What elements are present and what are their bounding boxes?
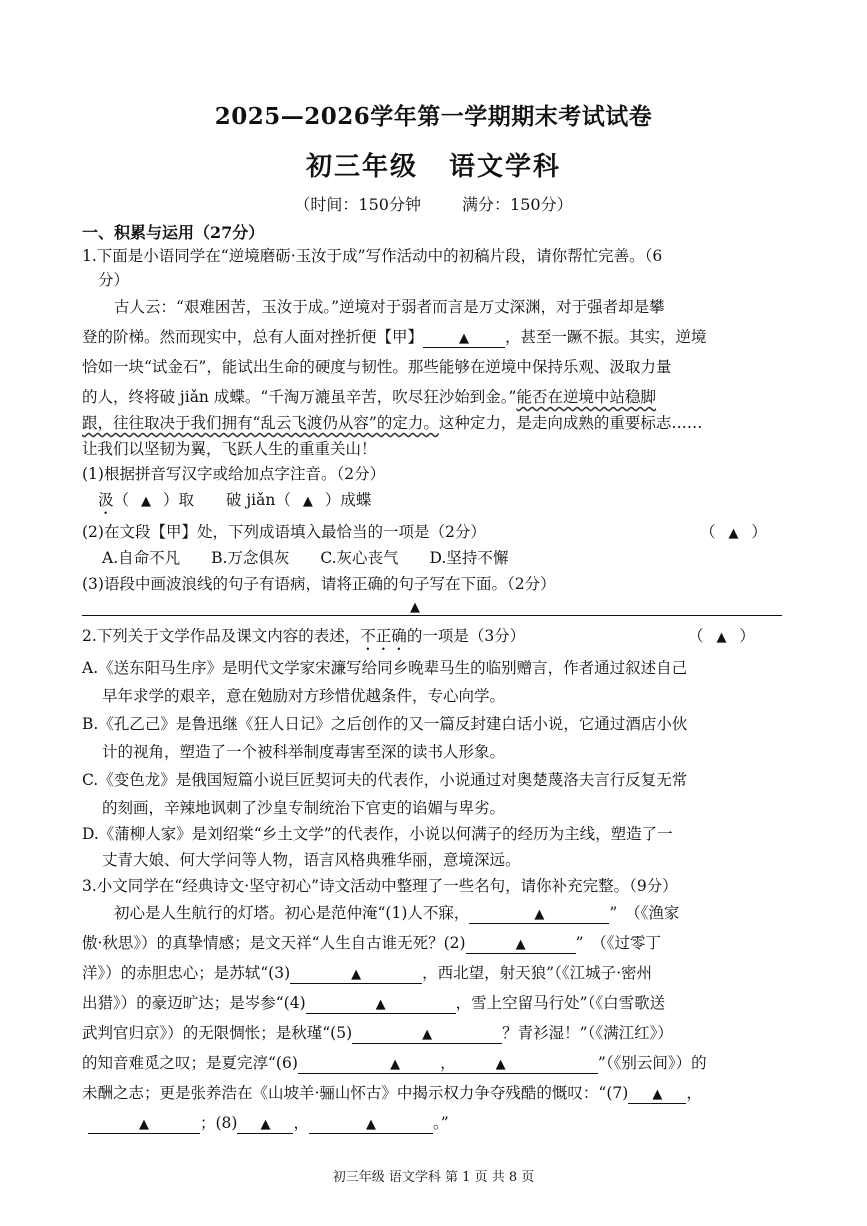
emphasis-text: 不正确 — [360, 627, 407, 645]
q3-line — [82, 1078, 702, 1108]
answer-mark-icon: ▲ — [351, 967, 362, 982]
pinyin-item: 汲（ — [98, 491, 130, 509]
blank-comma: ， — [440, 1054, 456, 1072]
answer-mark-icon: ▲ — [139, 1117, 149, 1132]
answer-mark-icon: ▲ — [365, 1117, 376, 1132]
exam-title: 2025—2026学年第一学期期末考试试卷 — [214, 103, 653, 130]
q2-option-b: B.《孔乙己》是鲁迅继《狂人日记》之后创作的又一篇反封建白话小说，它通过酒店小伙 — [82, 715, 688, 733]
answer-mark-icon: ▲ — [390, 1057, 401, 1072]
wavy-sentence: 能否在逆境中站稳脚 — [516, 388, 656, 406]
choice-bracket[interactable]: （ ▲ ） — [688, 627, 755, 645]
q3-line — [82, 1048, 707, 1078]
q1-stem: 1.下面是小语同学在“逆境磨砺·玉汝于成”写作活动中的初稿片段，请你帮忙完善。（6 — [82, 247, 663, 265]
answer-blank[interactable] — [306, 995, 456, 1014]
q3-line — [114, 898, 679, 928]
poem-text: ”（《别云间》）的 — [597, 1054, 707, 1072]
answer-blank[interactable] — [290, 965, 422, 984]
poem-text: ” （《渔家 — [609, 904, 680, 922]
answer-blank[interactable] — [298, 1055, 598, 1074]
pinyin-item: ）取 — [163, 491, 195, 509]
q1-passage-line: 古人云：“艰难困苦，玉汝于成。”逆境对于弱者而言是万丈深渊，对于强者却是攀 — [114, 298, 665, 316]
q2-stem — [82, 624, 525, 654]
option[interactable]: D.坚持不懈 — [429, 549, 509, 567]
subject-label: 语文学科 — [449, 152, 562, 182]
stem-text: 2.下列关于文学作品及课文内容的表述， — [82, 627, 361, 645]
answer-blank[interactable] — [88, 1115, 200, 1134]
q1-sub2: (2)在文段【甲】处，下列成语填入最恰当的一项是（2分） — [82, 523, 486, 541]
answer-blank[interactable] — [352, 1025, 502, 1044]
answer-blank[interactable] — [466, 935, 576, 954]
passage-text: 登的阶梯。然而现实中，总有人面对挫折便【甲】 — [82, 328, 424, 346]
q2-option-a: A.《送东阳马生序》是明代文学家宋濂写给同乡晚辈马生的临别赠言，作者通过叙述自己 — [82, 659, 688, 677]
answer-mark-icon: ▲ — [534, 907, 545, 922]
q1-sub3: (3)语段中画波浪线的句子有语病，请将正确的句子写在下面。（2分） — [82, 575, 556, 593]
poem-text: 武判官归京》）的无限惆怅；是秋瑾“(5) — [82, 1024, 353, 1042]
q1-passage-line: 让我们以坚韧为翼，飞跃人生的重重关山！ — [82, 440, 377, 458]
choice-bracket[interactable]: （ ▲ ） — [700, 523, 767, 541]
poem-text: ？青衫湿！”（《满江红》） — [502, 1024, 673, 1042]
q3-line — [82, 928, 661, 958]
poem-text: ， — [686, 1084, 702, 1102]
answer-line[interactable] — [82, 615, 782, 616]
q2-option-d-cont: 丈青大娘、何大学问等人物，语言风格典雅华丽，意境深远。 — [102, 851, 521, 869]
poem-text: 初心是人生航行的灯塔。初心是范仲淹“(1)人不寐， — [114, 904, 470, 922]
time-info: （时间：150分钟 — [294, 195, 421, 214]
q2-option-c: C.《变色龙》是俄国短篇小说巨匠契诃夫的代表作，小说通过对奥楚蔑洛夫言行反复无常 — [82, 771, 688, 789]
answer-blank[interactable] — [628, 1085, 686, 1104]
pinyin-item: ）成蝶 — [324, 491, 372, 509]
poem-text: ， — [293, 1114, 309, 1132]
q2-option-d: D.《蒲柳人家》是刘绍棠“乡土文学”的代表作，小说以何满子的经历为主线，塑造了一 — [82, 825, 673, 843]
answer-blank[interactable] — [237, 1115, 293, 1134]
q3-line — [82, 958, 652, 988]
poem-text: 出猎》）的豪迈旷达；是岑参“(4) — [82, 994, 306, 1012]
answer-mark-icon: ▲ — [260, 1117, 271, 1132]
poem-text: ，雪上空留马行处”（《白雪歌送 — [455, 994, 666, 1012]
q1-sub1: (1)根据拼音写汉字或给加点字注音。（2分） — [82, 465, 386, 483]
answer-mark-icon: ▲ — [716, 630, 727, 645]
answer-mark-icon: ▲ — [495, 1057, 506, 1072]
exam-info — [0, 192, 867, 215]
score-info: 满分：150分） — [462, 195, 573, 214]
q3-line — [82, 988, 665, 1018]
q3-line — [82, 1018, 673, 1048]
answer-mark-icon: ▲ — [459, 331, 470, 346]
answer-mark-icon: ▲ — [422, 1027, 433, 1042]
q1-passage-line: 恰如一块“试金石”，能试出生命的硬度与韧性。那些能够在逆境中保持乐观、汲取力量 — [82, 358, 672, 376]
q2-option-b-cont: 计的视角，塑造了一个被科举制度毒害至深的读书人形象。 — [102, 743, 506, 761]
poem-text: 洋》）的赤胆忠心；是苏轼“(3) — [82, 964, 291, 982]
poem-text: ；(8) — [200, 1114, 238, 1132]
stem-text: 的一项是（3分） — [406, 627, 526, 645]
q1-sub1-items — [98, 488, 371, 518]
poem-text: 傲·秋思》）的真挚情感；是文天祥“人生自古谁无死？(2) — [82, 934, 466, 952]
answer-mark-icon: ▲ — [410, 600, 420, 615]
grade-label: 初三年级 — [305, 152, 418, 182]
poem-text: 。” — [432, 1114, 449, 1132]
answer-blank[interactable] — [309, 1115, 433, 1134]
answer-mark-icon: ▲ — [728, 526, 739, 541]
answer-mark-icon: ▲ — [652, 1087, 663, 1102]
q3-stem: 3.小文同学在“经典诗文·坚守初心”诗文活动中整理了一些名句，请你补充完整。（9分） — [82, 877, 678, 895]
answer-mark-icon[interactable]: ▲ — [302, 494, 313, 509]
section-heading: 一、积累与运用（27分） — [82, 223, 265, 242]
q1-options — [102, 546, 508, 570]
q2-option-c-cont: 的刻画，辛辣地讽刺了沙皇专制统治下官吏的谄媚与卑劣。 — [102, 799, 506, 817]
poem-text: ” （《过零丁 — [575, 934, 661, 952]
answer-mark-icon: ▲ — [375, 997, 386, 1012]
exam-subtitle — [0, 146, 867, 183]
option[interactable]: A.自命不凡 — [102, 549, 181, 567]
poem-text: 的知音难觅之叹；是夏完淳“(6) — [82, 1054, 298, 1072]
poem-text: 未酬之志；更是张养浩在《山坡羊·骊山怀古》中揭示权力争夺残酷的慨叹：“(7) — [82, 1084, 629, 1102]
passage-text: ，甚至一蹶不振。其实，逆境 — [505, 328, 707, 346]
wavy-sentence: 跟，往往取决于我们拥有“乱云飞渡仍从容”的定力。 — [82, 414, 439, 432]
answer-mark-icon: ▲ — [515, 937, 526, 952]
option[interactable]: B.万念俱灰 — [211, 549, 290, 567]
passage-text: 的人，终将破 jiǎn 成蝶。“千淘万漉虽辛苦，吹尽狂沙始到金。” — [82, 388, 517, 406]
q1-stem-end: 分） — [98, 271, 130, 289]
poem-text: ，西北望，射天狼”（《江城子·密州 — [422, 964, 652, 982]
option[interactable]: C.灰心丧气 — [320, 549, 399, 567]
passage-text: 这种定力，是走向成熟的重要标志…… — [438, 414, 703, 432]
page-footer: 初三年级 语文学科 第 1 页 共 8 页 — [332, 1170, 535, 1185]
pinyin-item: 破 jiǎn（ — [225, 491, 291, 509]
q1-passage-line — [82, 322, 707, 352]
q3-line — [88, 1108, 449, 1138]
q2-option-a-cont: 早年求学的艰辛，意在勉励对方珍惜优越条件，专心向学。 — [102, 687, 506, 705]
answer-blank[interactable] — [423, 329, 505, 348]
answer-blank[interactable] — [469, 905, 609, 924]
answer-mark-icon[interactable]: ▲ — [141, 494, 152, 509]
